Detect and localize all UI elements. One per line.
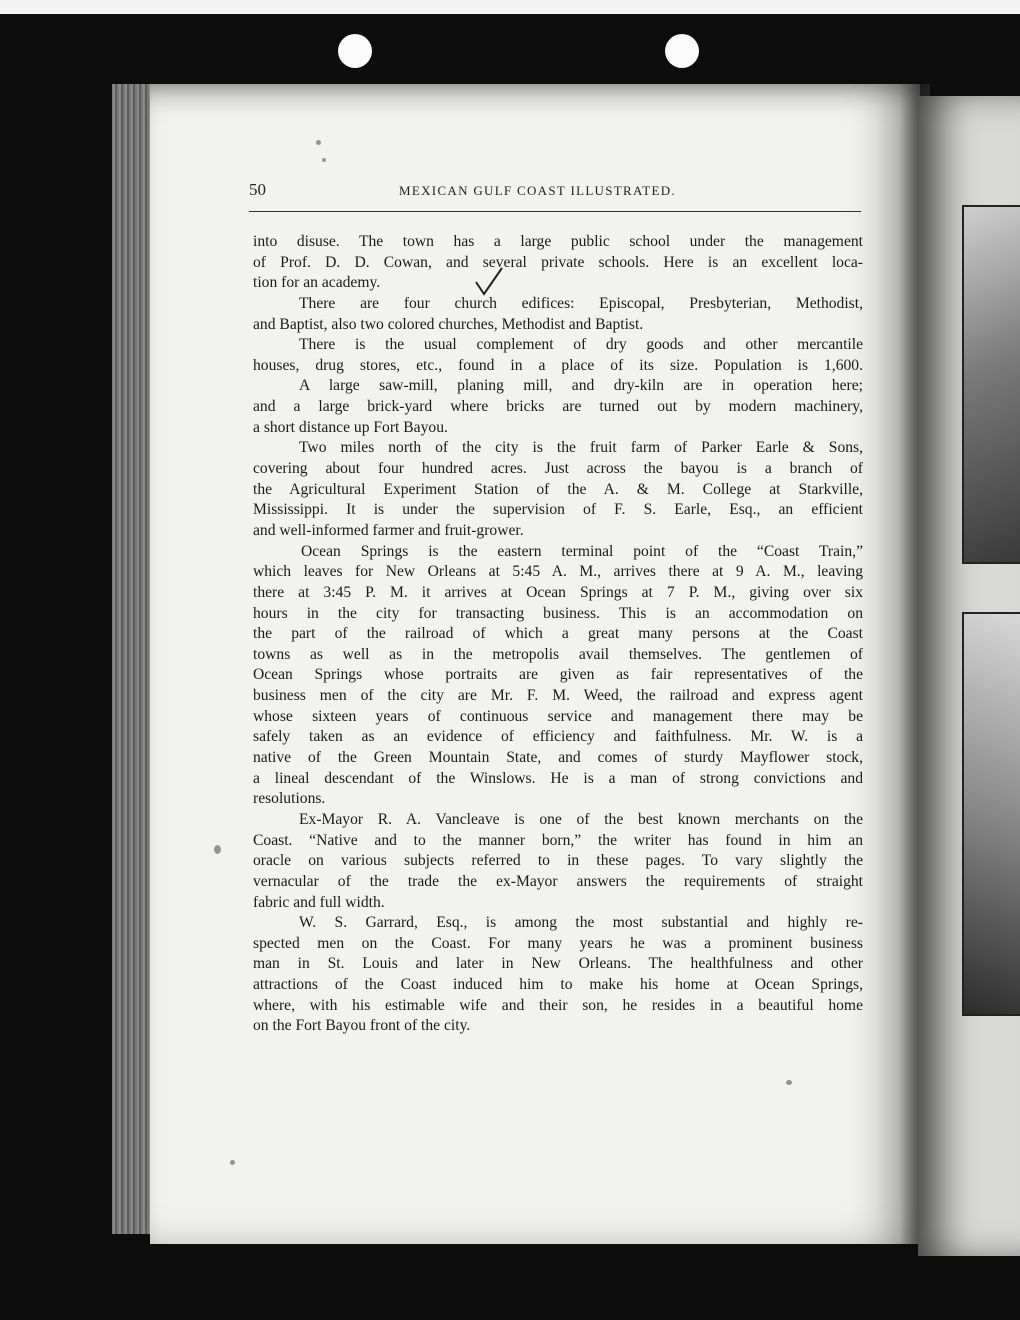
header-rule xyxy=(249,211,861,212)
scan-speck xyxy=(214,845,221,854)
text-line: towns as well as in the metropolis avail themselves. The gentlemen of xyxy=(253,645,863,663)
text-line: Ocean Springs is the eastern terminal point of the “Coast Train,” xyxy=(301,542,863,560)
text-line: covering about four hundred acres. Just across the bayou is a branch of xyxy=(253,460,863,478)
punch-hole-right xyxy=(665,34,699,68)
running-head-title: MEXICAN GULF COAST ILLUSTRATED. xyxy=(399,183,676,198)
scan-top-margin xyxy=(0,0,1020,14)
text-line: and a large brick-yard where bricks are turned out by modern machinery, xyxy=(253,398,863,416)
text-line: Ex-Mayor R. A. Vancleave is one of the best known merchants on the xyxy=(299,810,863,828)
body-text xyxy=(253,232,863,1037)
text-line: A large saw-mill, planing mill, and dry-kiln are in operation here; xyxy=(299,377,863,395)
scan-speck xyxy=(322,158,326,162)
text-line: native of the Green Mountain State, and comes of sturdy Mayflower stock, xyxy=(253,749,863,767)
text-line: Mississippi. It is under the supervision of F. S. Earle, Esq., an efficient xyxy=(253,501,863,519)
text-line: and Baptist, also two colored churches, Methodist and Baptist. xyxy=(253,315,644,333)
text-line: where, with his estimable wife and their son, he resides in a beautiful home xyxy=(253,996,863,1014)
text-line: of Prof. D. D. Cowan, and several private schools. Here is an excellent loca- xyxy=(253,253,863,271)
text-line: W. S. Garrard, Esq., is among the most substantial and highly re- xyxy=(299,914,863,932)
text-line: resolutions. xyxy=(253,790,326,808)
text-line: and well-informed farmer and fruit-grower. xyxy=(253,521,524,539)
text-line: tion for an academy. xyxy=(253,274,381,292)
text-line: Two miles north of the city is the fruit farm of Parker Earle & Sons, xyxy=(299,439,863,457)
text-line: which leaves for New Orleans at 5:45 A. M., arrives there at 9 A. M., leaving xyxy=(253,563,863,581)
scan-speck xyxy=(230,1160,235,1165)
text-line: the Agricultural Experiment Station of the A. & M. College at Starkville, xyxy=(253,480,863,498)
text-line: There are four church edifices: Episcopal, Presbyterian, Methodist, xyxy=(299,294,863,312)
text-line: man in St. Louis and later in New Orleans. The healthfulness and other xyxy=(253,955,863,973)
text-line: business men of the city are Mr. F. M. Weed, the railroad and express agent xyxy=(253,687,863,705)
text-line: Coast. “Native and to the manner born,” the writer has found in him an xyxy=(253,831,863,849)
text-line: houses, drug stores, etc., found in a place of its size. Population is 1,600. xyxy=(253,356,863,374)
scan-speck xyxy=(316,140,321,145)
text-line: on the Fort Bayou front of the city. xyxy=(253,1017,471,1035)
text-line: a lineal descendant of the Winslows. He is a man of strong convictions and xyxy=(253,769,863,787)
text-line: a short distance up Fort Bayou. xyxy=(253,418,448,436)
text-line: into disuse. The town has a large public school under the management xyxy=(253,233,863,250)
text-line: safely taken as an evidence of efficiency and faithfulness. Mr. W. is a xyxy=(253,728,863,746)
text-line: There is the usual complement of dry goods and other mercantile xyxy=(299,336,863,354)
page-number: 50 xyxy=(249,180,266,199)
text-line: fabric and full width. xyxy=(253,893,385,911)
text-line: hours in the city for transacting business. This is an accommodation on xyxy=(253,604,863,622)
checkmark-annotation-icon xyxy=(472,266,508,300)
text-line: whose sixteen years of continuous service and management there may be xyxy=(253,707,863,725)
facing-portrait-top xyxy=(962,205,1020,564)
text-line: spected men on the Coast. For many years he was a prominent business xyxy=(253,934,863,952)
text-line: oracle on various subjects referred to in these pages. To vary slightly the xyxy=(253,852,863,870)
punch-hole-left xyxy=(338,34,372,68)
text-line: Ocean Springs whose portraits are given as fair representatives of the xyxy=(253,666,863,684)
scan-speck xyxy=(786,1080,792,1085)
text-line: the part of the railroad of which a great many persons at the Coast xyxy=(253,625,863,643)
text-line: vernacular of the trade the ex-Mayor answers the requirements of straight xyxy=(253,872,863,890)
facing-portrait-bottom xyxy=(962,612,1020,1016)
text-line: attractions of the Coast induced him to make his home at Ocean Springs, xyxy=(253,976,863,994)
text-line: there at 3:45 P. M. it arrives at Ocean Springs at 7 P. M., giving over six xyxy=(253,583,863,601)
running-head xyxy=(249,180,859,210)
